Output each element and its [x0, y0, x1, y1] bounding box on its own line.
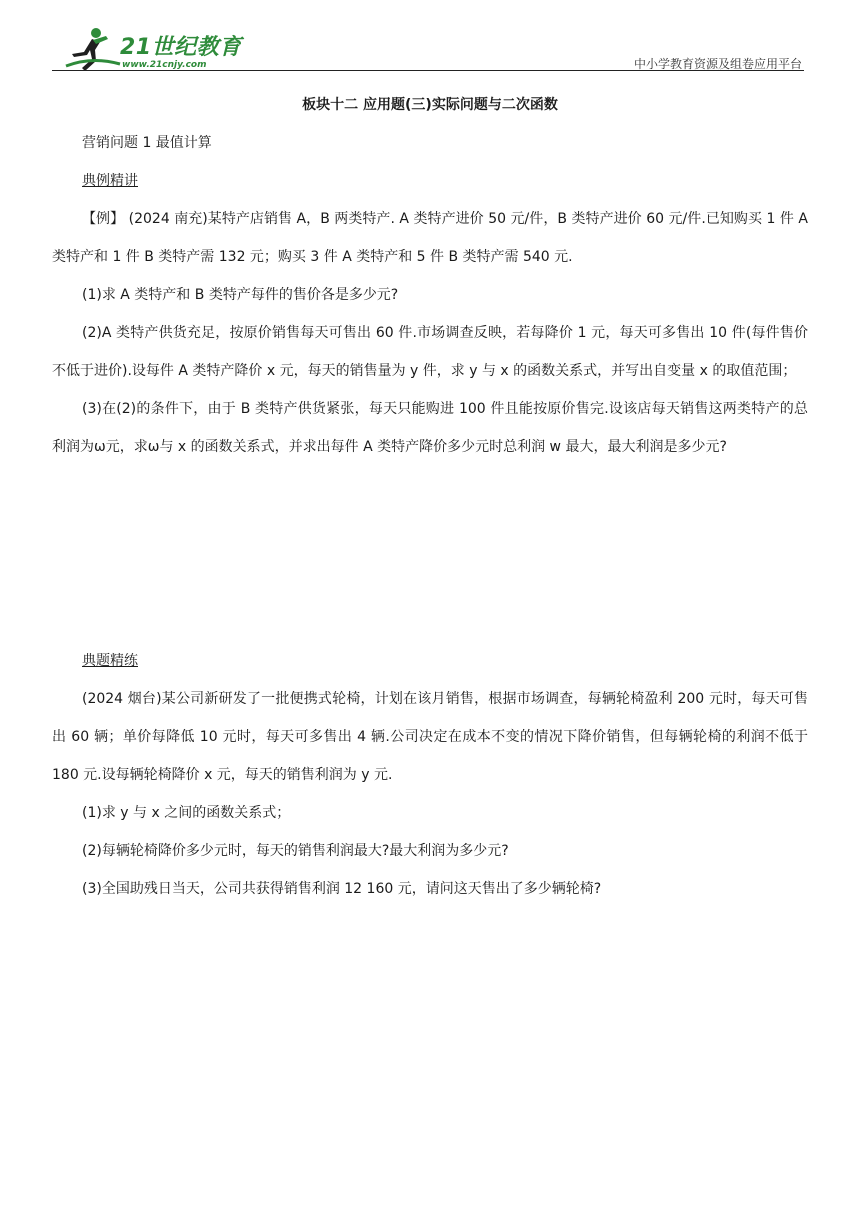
page-title: 板块十二 应用题(三)实际问题与二次函数: [302, 97, 558, 113]
section-heading: 营销问题 1 最值计算: [82, 135, 212, 151]
subheading-text: 典题精练: [82, 653, 138, 669]
answer-space: [52, 466, 808, 642]
document-body: [52, 90, 808, 908]
runner-logo-icon: [62, 26, 122, 72]
example-paragraph: [52, 200, 808, 276]
logo: [62, 26, 262, 72]
example-text: (2024 南充)某特产店销售 A，B 两类特产. A 类特产进价 50 元/件，B 类特产进价 60 元/件.已知购买 1 件 A 类特产和 1 件 B 类特产需 132 元；购买 3 件 A 类特产和 5 件 B 类特产需 540 元.: [52, 211, 809, 265]
practice-intro: (2024 烟台)某公司新研发了一批便携式轮椅，计划在该月销售，根据市场调查，每辆轮椅盈利 200 元时，每天可售出 60 辆；单价每降低 10 元时，每天可多售出 4 辆.公司决定在成本不变的情况下降价销售，但每辆轮椅的利润不低于 180 元.设每辆轮椅降价 x 元，每天的销售利润为 y 元.: [52, 691, 808, 783]
example-label: 【例】: [82, 211, 125, 227]
practice-question-3: (3)全国助残日当天，公司共获得销售利润 12 160 元，请问这天售出了多少辆轮椅?: [82, 881, 602, 897]
header-divider: [52, 70, 804, 71]
subheading-text: 典例精讲: [82, 173, 138, 189]
subheading-examples: [52, 162, 808, 200]
subheading-practice: [52, 642, 808, 680]
page-header: [52, 22, 804, 74]
logo-url-text: www.21cnjy.com: [122, 60, 207, 70]
practice-question-1: (1)求 y 与 x 之间的函数关系式；: [82, 805, 291, 821]
practice-question-2: (2)每辆轮椅降价多少元时，每天的销售利润最大?最大利润为多少元?: [82, 843, 509, 859]
question-3: (3)在(2)的条件下，由于 B 类特产供货紧张，每天只能购进 100 件且能按原价售完.设该店每天销售这两类特产的总利润为ω元，求ω与 x 的函数关系式，并求出每件 A 类特产降价多少元时总利润 w 最大，最大利润是多少元?: [52, 401, 808, 455]
question-2: (2)A 类特产供货充足，按原价销售每天可售出 60 件.市场调查反映，若每降价 1 元，每天可多售出 10 件(每件售价不低于进价).设每件 A 类特产降价 x 元，每天的销售量为 y 件，求 y 与 x 的函数关系式，并写出自变量 x 的取值范围；: [52, 325, 808, 379]
logo-brand-text: 21世纪教育: [120, 35, 242, 60]
platform-label: 中小学教育资源及组卷应用平台: [633, 57, 802, 71]
question-1: (1)求 A 类特产和 B 类特产每件的售价各是多少元?: [82, 287, 399, 303]
